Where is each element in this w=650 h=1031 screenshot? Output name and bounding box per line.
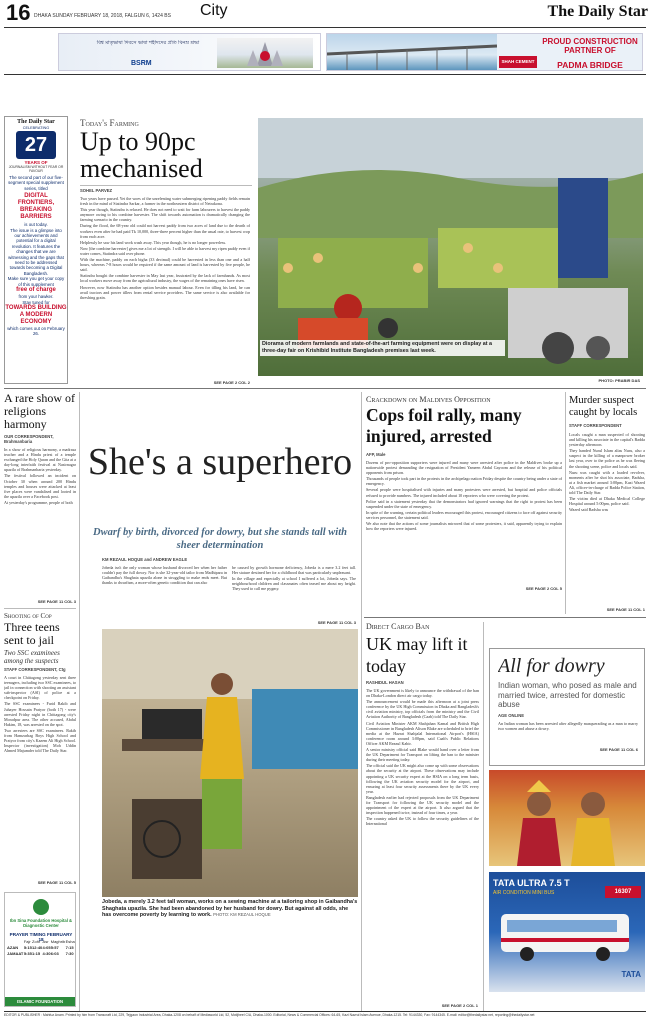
farming-body xyxy=(80,196,250,379)
cargo-para: The official said the UK might also come up with some observations about the security at the airport. These observations may include appointing a UK security expert at the HSIA on a long term basis, following the UK aviation security model for the airport, and ensuring at least four security assessments there by the UK every year. xyxy=(366,763,479,794)
farming-para: However, now Statindra has another option besides manual labour. Even for tilling his land, he can avail tractors and power tillers from rental service providers. The same service is also available for threshing grain. xyxy=(80,284,250,300)
tata-ad-title: TATA ULTRA 7.5 T xyxy=(493,878,570,888)
wedding-illustration xyxy=(489,770,645,866)
section-title: City xyxy=(200,2,228,19)
cargo-para: The country asked the UK to follow the security guidelines of the International xyxy=(366,816,479,827)
shah-ad-highlight: PADMA BRIDGE xyxy=(557,61,623,70)
diorama-credit: PHOTO: PRABIR DAS xyxy=(598,378,640,383)
promo-tagline: JOURNALISM WITHOUT FEAR OR FAVOUR xyxy=(8,165,64,173)
maldives-headline[interactable]: Cops foil rally, many injured, arrested xyxy=(366,405,522,446)
dowry-box xyxy=(489,648,645,766)
hospital-logo-icon xyxy=(33,899,49,915)
maldives-para: Thousands of people took part in the protests in the archipelago nation Friday despite the country being under a state of emergency. xyxy=(366,476,562,487)
maldives-para: Dozens of pro-opposition supporters were injured and many were arrested after police in the Maldives broke up a nationwide protest demanding the resignation of President Yameen Abdul Gayoom and the release of his political opponents from prison. xyxy=(366,460,562,476)
cop-para: The SSC examinees - Farid Rakib and Juhayer Hossain Pratyor (both 17) - were arrested Friday night in Chittagong city's Moradpur area. The other accused, Abdul Hakim, 18, was arrested on the spot. xyxy=(4,701,76,727)
maldives-body xyxy=(366,460,562,584)
tata-ad-phone: 16307 xyxy=(605,886,641,898)
promo-free-sub: from your hawker. xyxy=(18,294,54,300)
minibus-image xyxy=(497,908,637,962)
diorama-photo xyxy=(258,118,643,376)
religions-para: At yesterday's programme, people of both xyxy=(4,499,73,505)
promo-free: free of charge xyxy=(16,287,56,294)
farming-para: Now [the combine harvester] gives me a lot of strength. I will be able to harvest my ripen paddy even if water comes, Statindra said over phone. xyxy=(80,245,250,256)
diorama-caption: Diorama of modern farmlands and state-of-the-art farming equipment were on display at a three-day fair on Krishibid Institute Bangladesh premises last week. xyxy=(260,340,505,356)
superhero-col2 xyxy=(232,565,356,621)
cop-body xyxy=(4,675,76,878)
hospital-name: Ibn Sina Foundation Hospital & Diagnostic Center xyxy=(9,918,73,928)
farming-para: Two years have passed. Yet the woes of the unrelenting water submerging ripening paddy fields remain fresh in the mind of Statindra Sarkar, a farmer in the northeastern district of Netrakona. xyxy=(80,196,250,207)
promo-years: YEARS OF xyxy=(24,160,48,165)
superhero-col2-para: In the village and especially at school I suffered a lot, Jobeda says. The neighbourhood children and classmates often teased me about my height. They used to call me pygmy. xyxy=(232,576,356,592)
bsrm-ad[interactable] xyxy=(58,33,321,71)
promo-intro: The second part of our five-segment special supplement series, titled xyxy=(8,175,64,191)
monument-illustration xyxy=(217,38,313,68)
imprint-footer: EDITOR & PUBLISHER : Mahfuz Anam. Printed by him from Transcraft Ltd, 229, Tejgaon Industrial Area, Dhaka-1208 on behalf of Mediaworld Ltd, 52, Motijheel C/A, Dhaka-1000. Editorial, News & Commercial Offices: 64-65, Kazi Nazrul Islam Avenue, Dhaka-1215. Tel: 9144330, Fax: 9144345. E-mail: editor@thedailystar.net, reporting@thedailystar.net xyxy=(4,1013,535,1017)
cop-byline: STAFF CORRESPONDENT, Ctg xyxy=(4,667,66,672)
superhero-jump[interactable]: SEE PAGE 11 COL 3 xyxy=(317,620,356,625)
dowry-subhead: Indian woman, who posed as male and married twice, arrested for domestic abuse xyxy=(498,681,637,709)
padma-bridge-image xyxy=(327,34,497,71)
superhero-byline: KM REZAUL HOQUE and ANDREW EAGLE xyxy=(102,557,188,562)
bsrm-ad-text: বিশ্ব মাতৃভাষা দিবসে ভাষা শহীদদের প্রতি বিনম্র শ্রদ্ধা xyxy=(96,40,200,46)
prayer-jamaat-row: JAMAAT 5:35 1:15 4:30 6:03 7:30 xyxy=(7,951,74,956)
religions-para: In a show of religious harmony, a madrasa teacher and a Hindu priest of a temple exchanged the Holy Quran and the Gita at a day-long interfaith festival at Nasirnagar upazila of Brahmanbaria yesterday. xyxy=(4,447,76,473)
masthead: The Daily Star xyxy=(547,3,648,20)
cargo-para: Civil Aviation Minister AKM Shahjahan Kamal and British High Commissioner in Bangladesh Alison Blake are scheduled to brief the media at the Hazrat Shahjalal International Airport's (HSIA) conference room around 3:00pm, said Caab's Public Relations Officer AKM Reazul Kabir. xyxy=(366,720,479,746)
dowry-headline[interactable]: All for dowry xyxy=(498,655,605,677)
diorama-illustration xyxy=(258,118,643,376)
religions-byline: OUR CORRESPONDENT, Brahmanbaria xyxy=(4,434,54,444)
cargo-byline: RASHIDUL HASAN xyxy=(366,680,404,685)
murder-body xyxy=(569,432,645,606)
maldives-byline: AFP, Male xyxy=(366,452,386,457)
promo-masthead: The Daily Star xyxy=(17,119,55,125)
cargo-jump[interactable]: SEE PAGE 2 COL 1 xyxy=(441,1003,478,1008)
murder-para: Locals caught a man suspected of shooting and killing his associate in the capital's Badda yesterday afternoon. xyxy=(569,432,645,448)
cop-subhead: Two SSC examinees among the suspects xyxy=(4,649,60,665)
murder-para: They handed Nurul Islam alias Nuru, also a suspect in the killing of a manpower broker last year, over to the police as he was fleeing the shooting scene, police and locals said. xyxy=(569,448,645,469)
maldives-jump[interactable]: SEE PAGE 2 COL 5 xyxy=(525,586,562,591)
jobeda-photo xyxy=(102,629,358,897)
cop-para: Two arrestees are SSC examinees. Rakib from Hamzarbag Boys High School and Pratyor from city's Kazem Ali High School. Inspector (investigation) Moh Uddin Ahmed Majumder told The Daily Star. xyxy=(4,727,76,754)
promo-line-1: is out today. xyxy=(24,222,48,228)
religions-headline[interactable]: A rare show of religions harmony xyxy=(4,392,75,431)
cargo-para: The announcement would be made this afternoon at a joint press conference by the UK High Commission in Dhaka and Bangladesh's civil aviation ministry, top officials from the ministry and the Civil Aviation Authority of Bangladesh (Caab) told The Daily Star. xyxy=(366,699,479,720)
tata-ultra-ad[interactable] xyxy=(489,872,645,992)
murder-byline: STAFF CORRESPONDENT xyxy=(569,423,622,428)
cargo-kicker: Direct Cargo Ban xyxy=(366,622,430,631)
bridge-illustration xyxy=(327,34,497,71)
superhero-subhead: Dwarf by birth, divorced for dowry, but she stands tall with sheer determination xyxy=(93,527,347,551)
cargo-para: Bangladesh earlier had rejected proposals from the UK Department for Transport for following the UK security model and the appointment of the expert at the airport. It also argued that the inspection happened twice, instead of four times, a year. xyxy=(366,794,479,816)
farming-para: This year though, Statindra is relaxed. He does not need to wait for farm labourers to harvest the paddy anymore owing to his combine harvester. The shift towards automation is dramatically changing the farming scenario in the country. xyxy=(80,207,250,223)
dateline: DHAKA SUNDAY FEBRUARY 18, 2018, FALGUN 6, 1424 BS xyxy=(34,13,171,19)
martyrs-monument-image xyxy=(217,38,313,68)
shah-ad-headline: PROUD CONSTRUCTION PARTNER OF xyxy=(542,37,638,55)
maldives-kicker: Crackdown on Maldives Opposition xyxy=(366,395,491,404)
tata-ad-subtitle: AIR CONDITION MINI BUS xyxy=(493,890,555,896)
promo-line-2: The issue is a glimpse into our achievements and potential for a digital revolution. It features the changes that we are witnessing and the gaps that need to be addressed towards becoming a Digital Bangladesh. xyxy=(8,227,64,276)
prayer-title: PRAYER TIMING FEBRUARY 18 xyxy=(9,932,73,942)
maldives-para: Several people were hospitalised with injuries and many protesters were arrested, but hospital and police officials refused to provide numbers. The injured included about 10 reporters who were covering the protest. xyxy=(366,487,562,498)
promo-next-title: TOWARDS BUILDING A MODERN ECONOMY xyxy=(5,304,67,325)
prayer-table xyxy=(7,939,75,957)
murder-para: Nuru was caught with a loaded revolver, moments after he shot his associate, Badsha, at a fish market around 3:00pm, Kazi Wazed Ali, officer-in-charge of Badda Police Station, told The Daily Star. xyxy=(569,469,645,496)
promo-supplement-title: DIGITAL FRONTIERS, BREAKING BARRIERS xyxy=(17,193,55,221)
promo-next-sub: which comes out on February 26. xyxy=(7,325,65,337)
farming-kicker: Today's Farming xyxy=(80,118,139,128)
shah-cement-logo: SHAH CEMENT xyxy=(499,56,537,68)
dowry-jump[interactable]: SEE PAGE 11 COL 6 xyxy=(599,747,638,752)
murder-headline[interactable]: Murder suspect caught by locals xyxy=(569,395,638,418)
farming-para: During the flood, the 68-year old could not harvest paddy from two acres of land due to the dearth of workers even after he had paid Tk 10,000, three-three percent higher than the usual rate, to harvest crop from each acre. xyxy=(80,223,250,239)
religions-body xyxy=(4,447,76,597)
jobeda-caption-text: Jobeda, a merely 3.2 feet tall woman, works on a sewing machine at a tailoring shop in Gaibandha's Shaghata upazila. She had been abandoned by her husband for dowry. But against all odds, she has overcome poverty by learning to work. xyxy=(102,899,358,919)
cargo-headline[interactable]: UK may lift it today xyxy=(366,634,468,676)
minibus-illustration xyxy=(497,908,637,962)
maldives-para: We also note that the actions of some journalists mirrored that of some protesters, it said, apparently trying to explain how the reporters were injured. xyxy=(366,521,562,532)
wedding-photo xyxy=(489,770,645,866)
farming-byline: SOHEL PARVEZ xyxy=(80,188,113,193)
superhero-col2-para: be caused by growth hormone deficiency, Jobeda is a mere 3.2 feet tall. Her stature destined her for a childhood that was particularly unpleasant. xyxy=(232,565,356,576)
cop-jump[interactable]: SEE PAGE 11 COL 5 xyxy=(37,880,76,885)
dowry-body: An Indian woman has been arrested after allegedly masquerading as a man to marry two women and abuse a dowry. xyxy=(498,721,638,732)
page-header xyxy=(0,0,650,30)
murder-para: The victim died at Dhaka Medical College Hospital around 5:00pm, police said. xyxy=(569,496,645,507)
religions-para: The festival followed an incident on October 30 when around 200 Hindu temples and houses were attacked at least five places were vandalised and looted in the upazila over a Facebook post. xyxy=(4,473,76,499)
tata-brand: TATA xyxy=(621,970,641,979)
farming-para: With the machine, paddy on each bigha (33 decimal) could be harvested in less than one and a half hours, whereas 7-8 hours would be required if the same amount of land is harvested by five people, he said. xyxy=(80,257,250,273)
murder-jump[interactable]: SEE PAGE 11 COL 1 xyxy=(606,607,645,612)
prayer-timing-box xyxy=(4,892,76,1007)
prayer-footer: ISLAMIC FOUNDATION xyxy=(5,997,75,1007)
promo-stay: Stay tuned for xyxy=(22,299,50,305)
cop-kicker: Shooting of Cop xyxy=(4,612,52,620)
cargo-body xyxy=(366,688,479,1006)
sewing-illustration xyxy=(102,629,358,897)
jobeda-credit: PHOTO: KM REZAUL HOQUE xyxy=(213,912,271,918)
dowry-byline: AGE ONLINE xyxy=(498,713,525,718)
anniversary-badge: 27 xyxy=(16,131,56,159)
religions-jump[interactable]: SEE PAGE 11 COL 3 xyxy=(37,599,76,604)
shah-cement-ad[interactable] xyxy=(326,33,643,71)
promo-line-3: Make sure you get your copy of this supplement xyxy=(7,276,65,287)
jobeda-caption xyxy=(102,899,358,929)
superhero-col1: Jobeda isn't the only woman whose husband divorced her when her father couldn't pay the full dowry. Nor is she 32-year-old tailor from Madhipara in Gaibandha's Shaghata upazila alone in struggling to make ends meet. But thanks to dwarfism, a more-often genetic condition that can also xyxy=(102,565,227,586)
page-number: 16 xyxy=(6,2,31,24)
murder-para: Wazed said Badsha was xyxy=(569,507,609,513)
cargo-para: A senior ministry official said Blake would hand over a letter from the UK Department for Transport on lifting the ban to the minister during their meeting today. xyxy=(366,747,479,763)
anniversary-promo xyxy=(4,116,68,384)
prayer-azan-row: AZAN 5:15 12:40 4:05 5:57 7:15 xyxy=(7,945,74,950)
farming-jump[interactable]: SEE PAGE 2 COL 2 xyxy=(213,380,250,385)
cop-headline[interactable]: Three teens sent to jail xyxy=(4,621,60,647)
prayer-header-row: Fajr Zohr Asr Maghrib Esha xyxy=(23,939,75,944)
cop-para: A court in Chittagong yesterday sent three teenagers, including two SSC examinees, to jail in connection with shooting an assistant sub-inspector (ASI) of police at a checkpoint on Friday. xyxy=(4,675,76,701)
maldives-para: Police said in a statement yesterday that the demonstrators had ignored warnings that the right to protest has been suspended under the state of emergency. xyxy=(366,498,562,509)
maldives-para: In spite of the warning, certain political leaders encouraged this protest, encouraged citizens to face off against security services personnel, the statement said. xyxy=(366,509,562,520)
cargo-para: The UK government is likely to announce the withdrawal of the ban on Dhaka-London direct air cargo today. xyxy=(366,688,479,699)
farming-headline[interactable]: Up to 90pc mechanised xyxy=(80,128,203,182)
promo-tag: CELEBRATING xyxy=(22,126,50,130)
farming-para: Statindra bought the combine harvester in May last year, frustrated by the lack of farmhands. As most local workers move away from the agricultural industry, the wages of the remaining ones have risen. xyxy=(80,273,250,284)
bsrm-logo: BSRM xyxy=(131,60,152,67)
superhero-headline[interactable]: She's a superhero xyxy=(87,441,353,483)
farming-para: Helplessly he saw his land work wash away. This year though, he is no longer powerless. xyxy=(80,239,227,245)
